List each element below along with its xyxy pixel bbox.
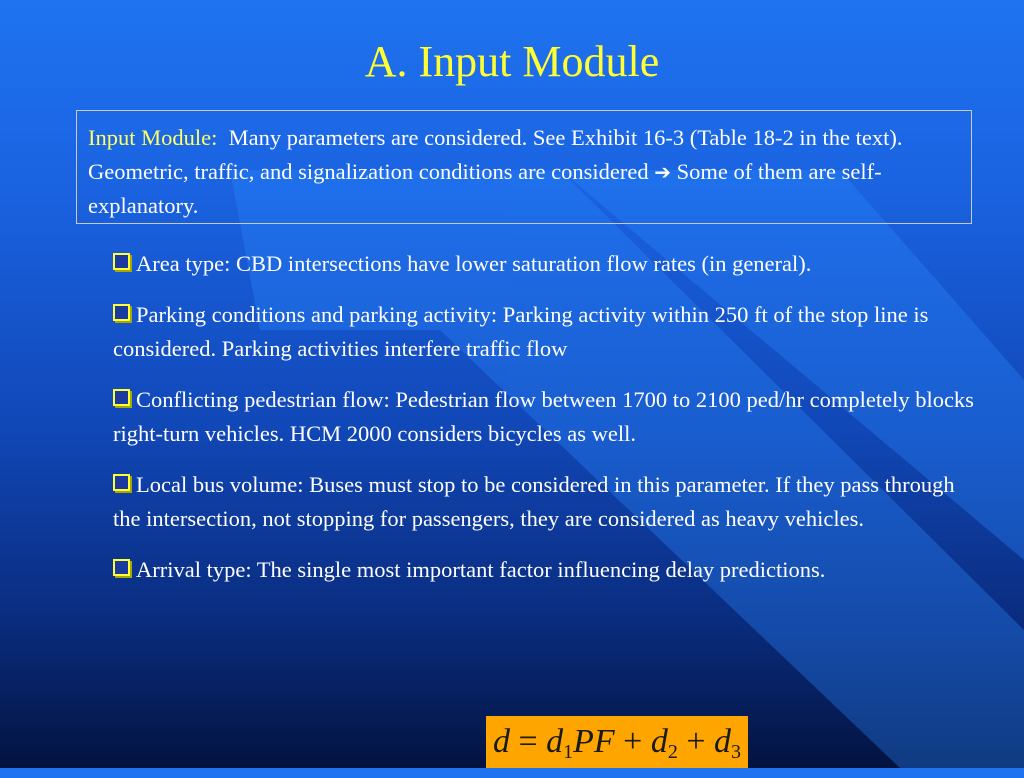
bullet-item <box>113 298 983 367</box>
checkbox-bullet-icon <box>113 559 130 576</box>
intro-lead: Input Module: <box>88 125 218 150</box>
intro-text: Many parameters are considered. See Exhibit 16-3 (Table 18-2 in the text). Geometric, traffic, and signalization conditions are considered <box>88 125 903 184</box>
formula-d2: d <box>650 723 668 760</box>
slide-title: A. Input Module <box>364 37 660 86</box>
formula-sub1: 1 <box>563 741 574 763</box>
checkbox-bullet-icon <box>113 474 130 491</box>
formula-sub3: 3 <box>731 741 742 763</box>
bullet-text: Parking conditions and parking activity: Parking activity within 250 ft of the stop line is considered. Parking activities interfere traffic flow <box>113 301 929 361</box>
bullet-text: Local bus volume: Buses must stop to be considered in this parameter. If they pass through the intersection, not stopping for passengers, they are considered as heavy vehicles. <box>113 471 955 531</box>
bullet-item <box>113 468 983 537</box>
checkbox-bullet-icon <box>113 389 130 406</box>
intro-box <box>76 110 972 224</box>
bullet-item <box>113 247 983 282</box>
formula-pf: PF <box>573 723 615 760</box>
bullet-item <box>113 383 983 452</box>
bullet-text: Arrival type: The single most important factor influencing delay predictions. <box>136 556 826 582</box>
formula-plus1: + <box>623 723 643 760</box>
right-arrow-icon: ➔ <box>654 160 672 184</box>
checkbox-bullet-icon <box>113 253 130 270</box>
bullet-list <box>113 247 983 603</box>
formula-equals: = <box>518 723 538 760</box>
formula-d1: d <box>546 723 564 760</box>
bullet-text: Area type: CBD intersections have lower saturation flow rates (in general). <box>136 251 812 276</box>
bullet-text: Conflicting pedestrian flow: Pedestrian flow between 1700 to 2100 ped/hr completely blocks right-turn vehicles. HCM 2000 considers bicycles as well. <box>113 386 974 446</box>
formula-plus2: + <box>686 723 706 760</box>
bullet-item <box>113 553 983 588</box>
formula-d: d <box>492 723 510 760</box>
formula-d3: d <box>714 723 732 760</box>
intro-text-end: Some of them are self-explanatory. <box>88 159 882 218</box>
checkbox-bullet-icon <box>113 304 130 321</box>
formula-sub2: 2 <box>667 741 678 763</box>
delay-formula <box>486 716 748 768</box>
